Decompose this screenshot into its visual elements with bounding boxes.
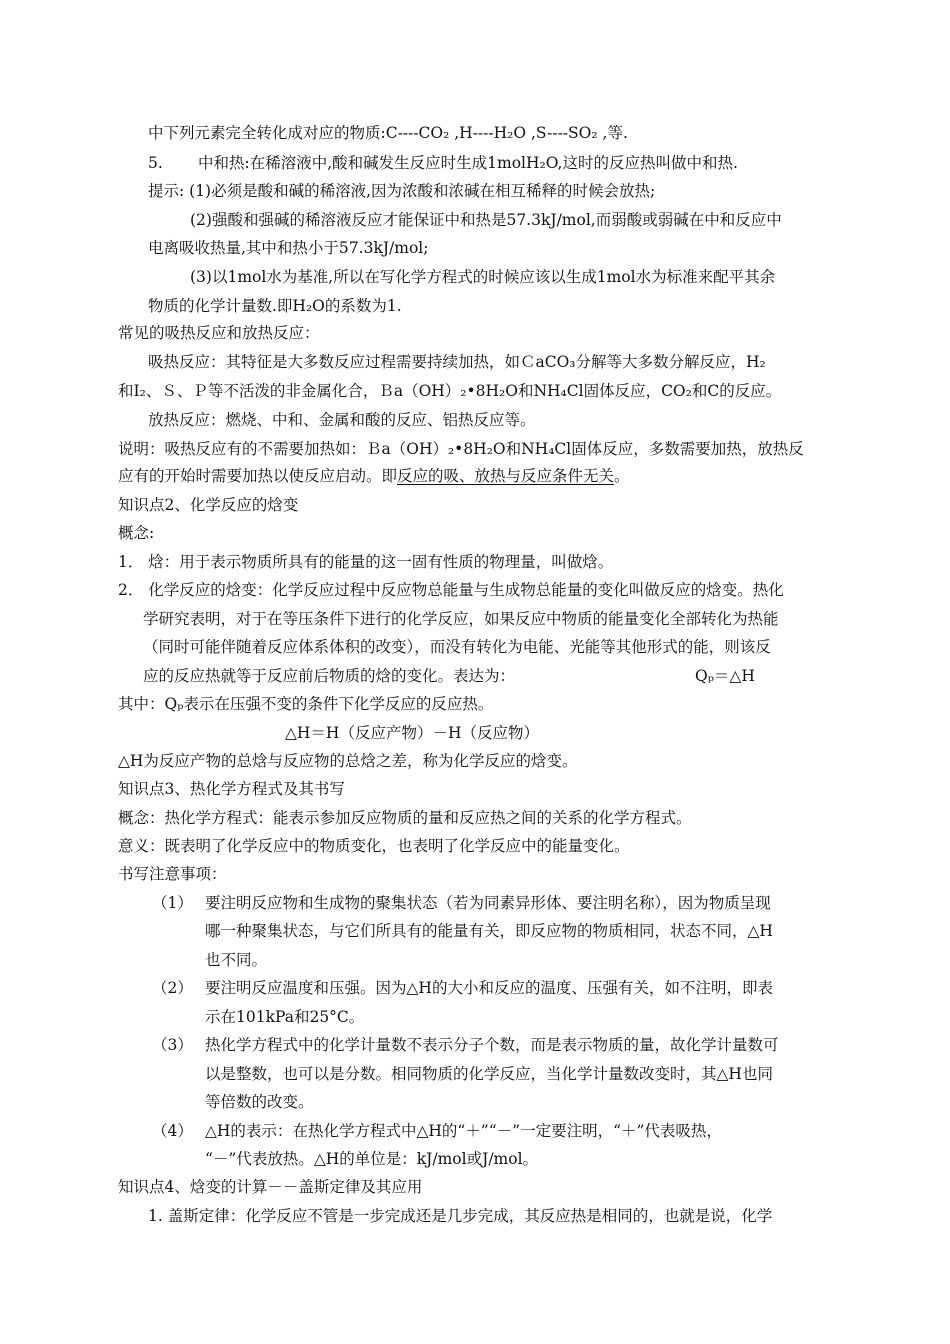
- text-line: [118, 466, 630, 486]
- list-item: 1． 焓：用于表示物质所具有的能量的这一固有性质的物理量，叫做焓。: [118, 553, 614, 571]
- text-run: 应有的开始时需要加热以使反应启动。即: [118, 467, 398, 485]
- text-line: 等倍数的改变。: [205, 1093, 314, 1111]
- text-line: 其中：Qₚ表示在压强不变的条件下化学反应的反应热。: [118, 695, 494, 713]
- text-line: 概念:: [118, 524, 155, 542]
- section-heading: 知识点3、热化学方程式及其书写: [118, 780, 345, 798]
- text-line: 物质的化学计量数.即H₂O的系数为1.: [148, 297, 402, 315]
- text-line: 吸热反应：其特征是大多数反应过程需要持续加热，如ＣaCO₃分解等大多数分解反应，H₂: [148, 353, 766, 371]
- equation: △H＝H（反应产物）－H（反应物）: [285, 724, 539, 742]
- text-line: 中和热:在稀溶液中,酸和碱发生反应时生成1molH₂O,这时的反应热叫做中和热.: [198, 154, 738, 172]
- section-heading: 知识点2、化学反应的焓变: [118, 496, 299, 514]
- text-line: (2)强酸和强碱的稀溶液反应才能保证中和热是57.3kJ/mol,而弱酸或弱碱在中和反应中: [190, 211, 782, 229]
- text-line: 应的反应热就等于反应前后物质的焓的变化。表达为：: [143, 667, 516, 685]
- list-item: 1. 盖斯定律：化学反应不管是一步完成还是几步完成，其反应热是相同的，也就是说，化学: [148, 1207, 773, 1225]
- section-heading: 常见的吸热反应和放热反应：: [118, 324, 320, 342]
- text-line: (3)以1mol水为基准,所以在写化学方程式的时候应该以生成1mol水为标准来配平其余: [190, 268, 776, 286]
- text-line: 概念：热化学方程式：能表示参加反应物质的量和反应热之间的关系的化学方程式。: [118, 809, 692, 827]
- text-line: 以是整数，也可以是分数。相同物质的化学反应，当化学计量数改变时，其△H也同: [205, 1065, 773, 1083]
- text-line: 说明：吸热反应有的不需要加热如：Ｂa（OH）₂•8H₂O和NH₄Cl固体反应，多数需要加热，放热反: [118, 440, 804, 458]
- text-line: 电离吸收热量,其中和热小于57.3kJ/mol;: [148, 239, 429, 257]
- underlined-text: 反应的吸、放热与反应条件无关: [397, 467, 615, 485]
- text-line: 意义：既表明了化学反应中的物质变化，也表明了化学反应中的能量变化。: [118, 837, 630, 855]
- text-line: 要注明反应温度和压强。因为△H的大小和反应的温度、压强有关，如不注明，即表: [205, 979, 773, 997]
- text-line: 书写注意事项：: [118, 865, 227, 883]
- text-line: 放热反应：燃烧、中和、金属和酸的反应、铝热反应等。: [148, 411, 536, 429]
- list-number: （3）: [152, 1036, 193, 1054]
- list-number: （2）: [152, 979, 193, 997]
- text-line: 和I₂、Ｓ、Ｐ等不活泼的非金属化合，Ｂa（OH）₂•8H₂O和NH₄Cl固体反应，CO₂和C的反应。: [118, 382, 782, 400]
- text-line: △H为反应产物的总焓与反应物的总焓之差，称为化学反应的焓变。: [118, 752, 578, 770]
- text-line: 中下列元素完全转化成对应的物质:C----CO₂ ,H----H₂O ,S----SO₂ ,等.: [148, 124, 628, 142]
- list-number: 5.: [148, 154, 163, 172]
- text-line: 提示: (1)必须是酸和碱的稀溶液,因为浓酸和浓碱在相互稀释的时候会放热;: [148, 182, 656, 200]
- list-number: （4）: [152, 1122, 193, 1140]
- text-line: △H的表示：在热化学方程式中△H的“＋”“－”一定要注明，“＋”代表吸热，: [205, 1122, 722, 1140]
- text-line: 哪一种聚集状态，与它们所具有的能量有关，即反应物的物质相同，状态不同，△H: [205, 922, 773, 940]
- text-line: 也不同。: [205, 951, 268, 969]
- text-line: “－”代表放热。△H的单位是：kJ/mol或J/mol。: [205, 1150, 539, 1168]
- text-line: 热化学方程式中的化学计量数不表示分子个数，而是表示物质的量，故化学计量数可: [205, 1036, 779, 1054]
- text-line: （同时可能伴随着反应体系体积的改变），而没有转化为电能、光能等其他形式的能，则该反: [143, 638, 771, 656]
- list-item: 2． 化学反应的焓变：化学反应过程中反应物总能量与生成物总能量的变化叫做反应的焓变。热化: [118, 581, 784, 599]
- text-line: 示在101kPa和25°C。: [205, 1008, 365, 1026]
- list-number: （1）: [152, 894, 193, 912]
- text-line: 学研究表明，对于在等压条件下进行的化学反应，如果反应中物质的能量变化全部转化为热能: [143, 610, 779, 628]
- text-run: 。: [614, 467, 630, 485]
- equation: Qₚ＝△H: [695, 667, 755, 685]
- text-line: 要注明反应物和生成物的聚集状态（若为同素异形体、要注明名称），因为物质呈现: [205, 894, 771, 912]
- section-heading: 知识点4、焓变的计算－－盖斯定律及其应用: [118, 1178, 423, 1196]
